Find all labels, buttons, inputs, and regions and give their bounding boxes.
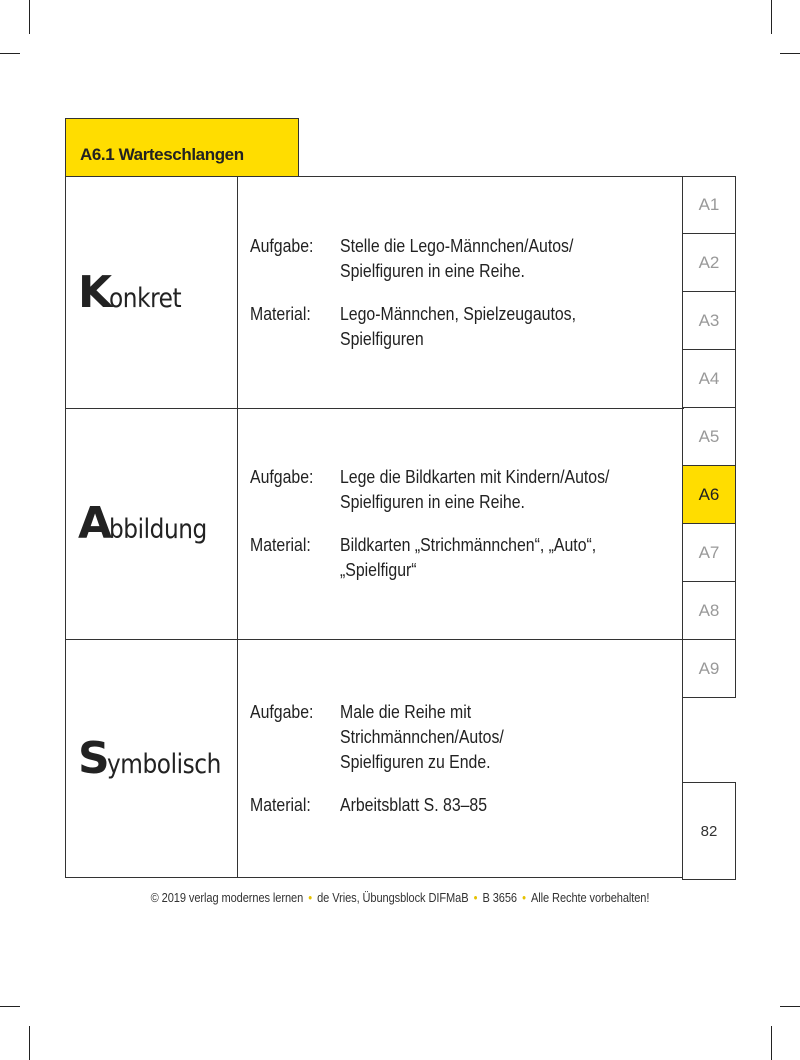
table-row-symbolisch bbox=[66, 640, 684, 877]
aufgabe-entry bbox=[250, 465, 684, 515]
chapter-tab-a1[interactable]: A1 bbox=[682, 176, 736, 234]
crop-mark bbox=[0, 53, 20, 54]
aufgabe-entry bbox=[250, 700, 684, 775]
row-label-initial: K bbox=[78, 266, 111, 318]
footer-separator: • bbox=[308, 890, 313, 905]
table-row-abbildung bbox=[66, 409, 684, 640]
page-number: 82 bbox=[682, 782, 736, 880]
row-label bbox=[66, 640, 238, 877]
material-label: Material: bbox=[250, 794, 311, 815]
material-text: Arbeitsblatt S. 83–85 bbox=[340, 794, 488, 815]
chapter-tab-a3[interactable]: A3 bbox=[682, 292, 736, 350]
chapter-tab-a7[interactable]: A7 bbox=[682, 524, 736, 582]
crop-mark bbox=[780, 1006, 800, 1007]
chapter-tab-a6[interactable]: A6 bbox=[682, 466, 736, 524]
tab-spacer bbox=[682, 698, 736, 782]
aufgabe-text: Stelle die Lego-Männchen/Autos/ Spielfiguren in eine Reihe. bbox=[340, 235, 574, 281]
kas-table bbox=[65, 176, 683, 878]
row-label-rest: ymbolisch bbox=[106, 748, 221, 780]
page-title: A6.1 Warteschlangen bbox=[65, 118, 299, 176]
aufgabe-label: Aufgabe: bbox=[250, 701, 314, 722]
material-entry bbox=[250, 793, 684, 818]
material-text: Bildkarten „Strichmännchen“, „Auto“, „Spielfigur“ bbox=[340, 535, 597, 580]
footer-separator: • bbox=[473, 890, 478, 905]
chapter-tab-a2[interactable]: A2 bbox=[682, 234, 736, 292]
material-label: Material: bbox=[250, 535, 311, 555]
row-content bbox=[238, 409, 684, 639]
chapter-tab-a8[interactable]: A8 bbox=[682, 582, 736, 640]
row-label-initial: A bbox=[78, 498, 111, 549]
row-label bbox=[66, 177, 238, 408]
footer-publisher: © 2019 verlag modernes lernen bbox=[150, 890, 304, 905]
aufgabe-label: Aufgabe: bbox=[250, 235, 314, 256]
crop-mark bbox=[29, 0, 30, 34]
material-text: Lego-Männchen, Spielzeugautos, Spielfiguren bbox=[340, 303, 577, 349]
chapter-tab-a9[interactable]: A9 bbox=[682, 640, 736, 698]
crop-mark bbox=[771, 0, 772, 34]
footer-separator: • bbox=[522, 890, 526, 905]
table-row-konkret bbox=[66, 177, 684, 409]
row-label-initial: S bbox=[78, 732, 108, 784]
row-label bbox=[66, 409, 238, 639]
crop-mark bbox=[0, 1006, 20, 1007]
aufgabe-text: Male die Reihe mit Strichmännchen/Autos/ Spielfiguren zu Ende. bbox=[340, 701, 504, 772]
row-content bbox=[238, 177, 684, 408]
material-entry bbox=[250, 302, 684, 352]
crop-mark bbox=[771, 1026, 772, 1060]
chapter-tab-a4[interactable]: A4 bbox=[682, 350, 736, 408]
aufgabe-text: Lege die Bildkarten mit Kindern/Autos/ Spielfiguren in eine Reihe. bbox=[340, 467, 610, 512]
crop-mark bbox=[780, 53, 800, 54]
footer-author: de Vries, Übungsblock DIFMaB bbox=[317, 890, 469, 905]
material-label: Material: bbox=[250, 303, 311, 324]
material-entry bbox=[250, 533, 684, 583]
aufgabe-label: Aufgabe: bbox=[250, 467, 314, 487]
row-content bbox=[238, 640, 684, 877]
row-label-rest: onkret bbox=[109, 282, 182, 314]
chapter-tab-a5[interactable]: A5 bbox=[682, 408, 736, 466]
row-label-rest: bbildung bbox=[109, 514, 207, 545]
chapter-tabs bbox=[682, 176, 736, 880]
footer-rights: Alle Rechte vorbehalten! bbox=[530, 890, 650, 905]
footer-code: B 3656 bbox=[482, 890, 517, 905]
crop-mark bbox=[29, 1026, 30, 1060]
aufgabe-entry bbox=[250, 234, 684, 284]
footer-copyright bbox=[60, 890, 740, 905]
